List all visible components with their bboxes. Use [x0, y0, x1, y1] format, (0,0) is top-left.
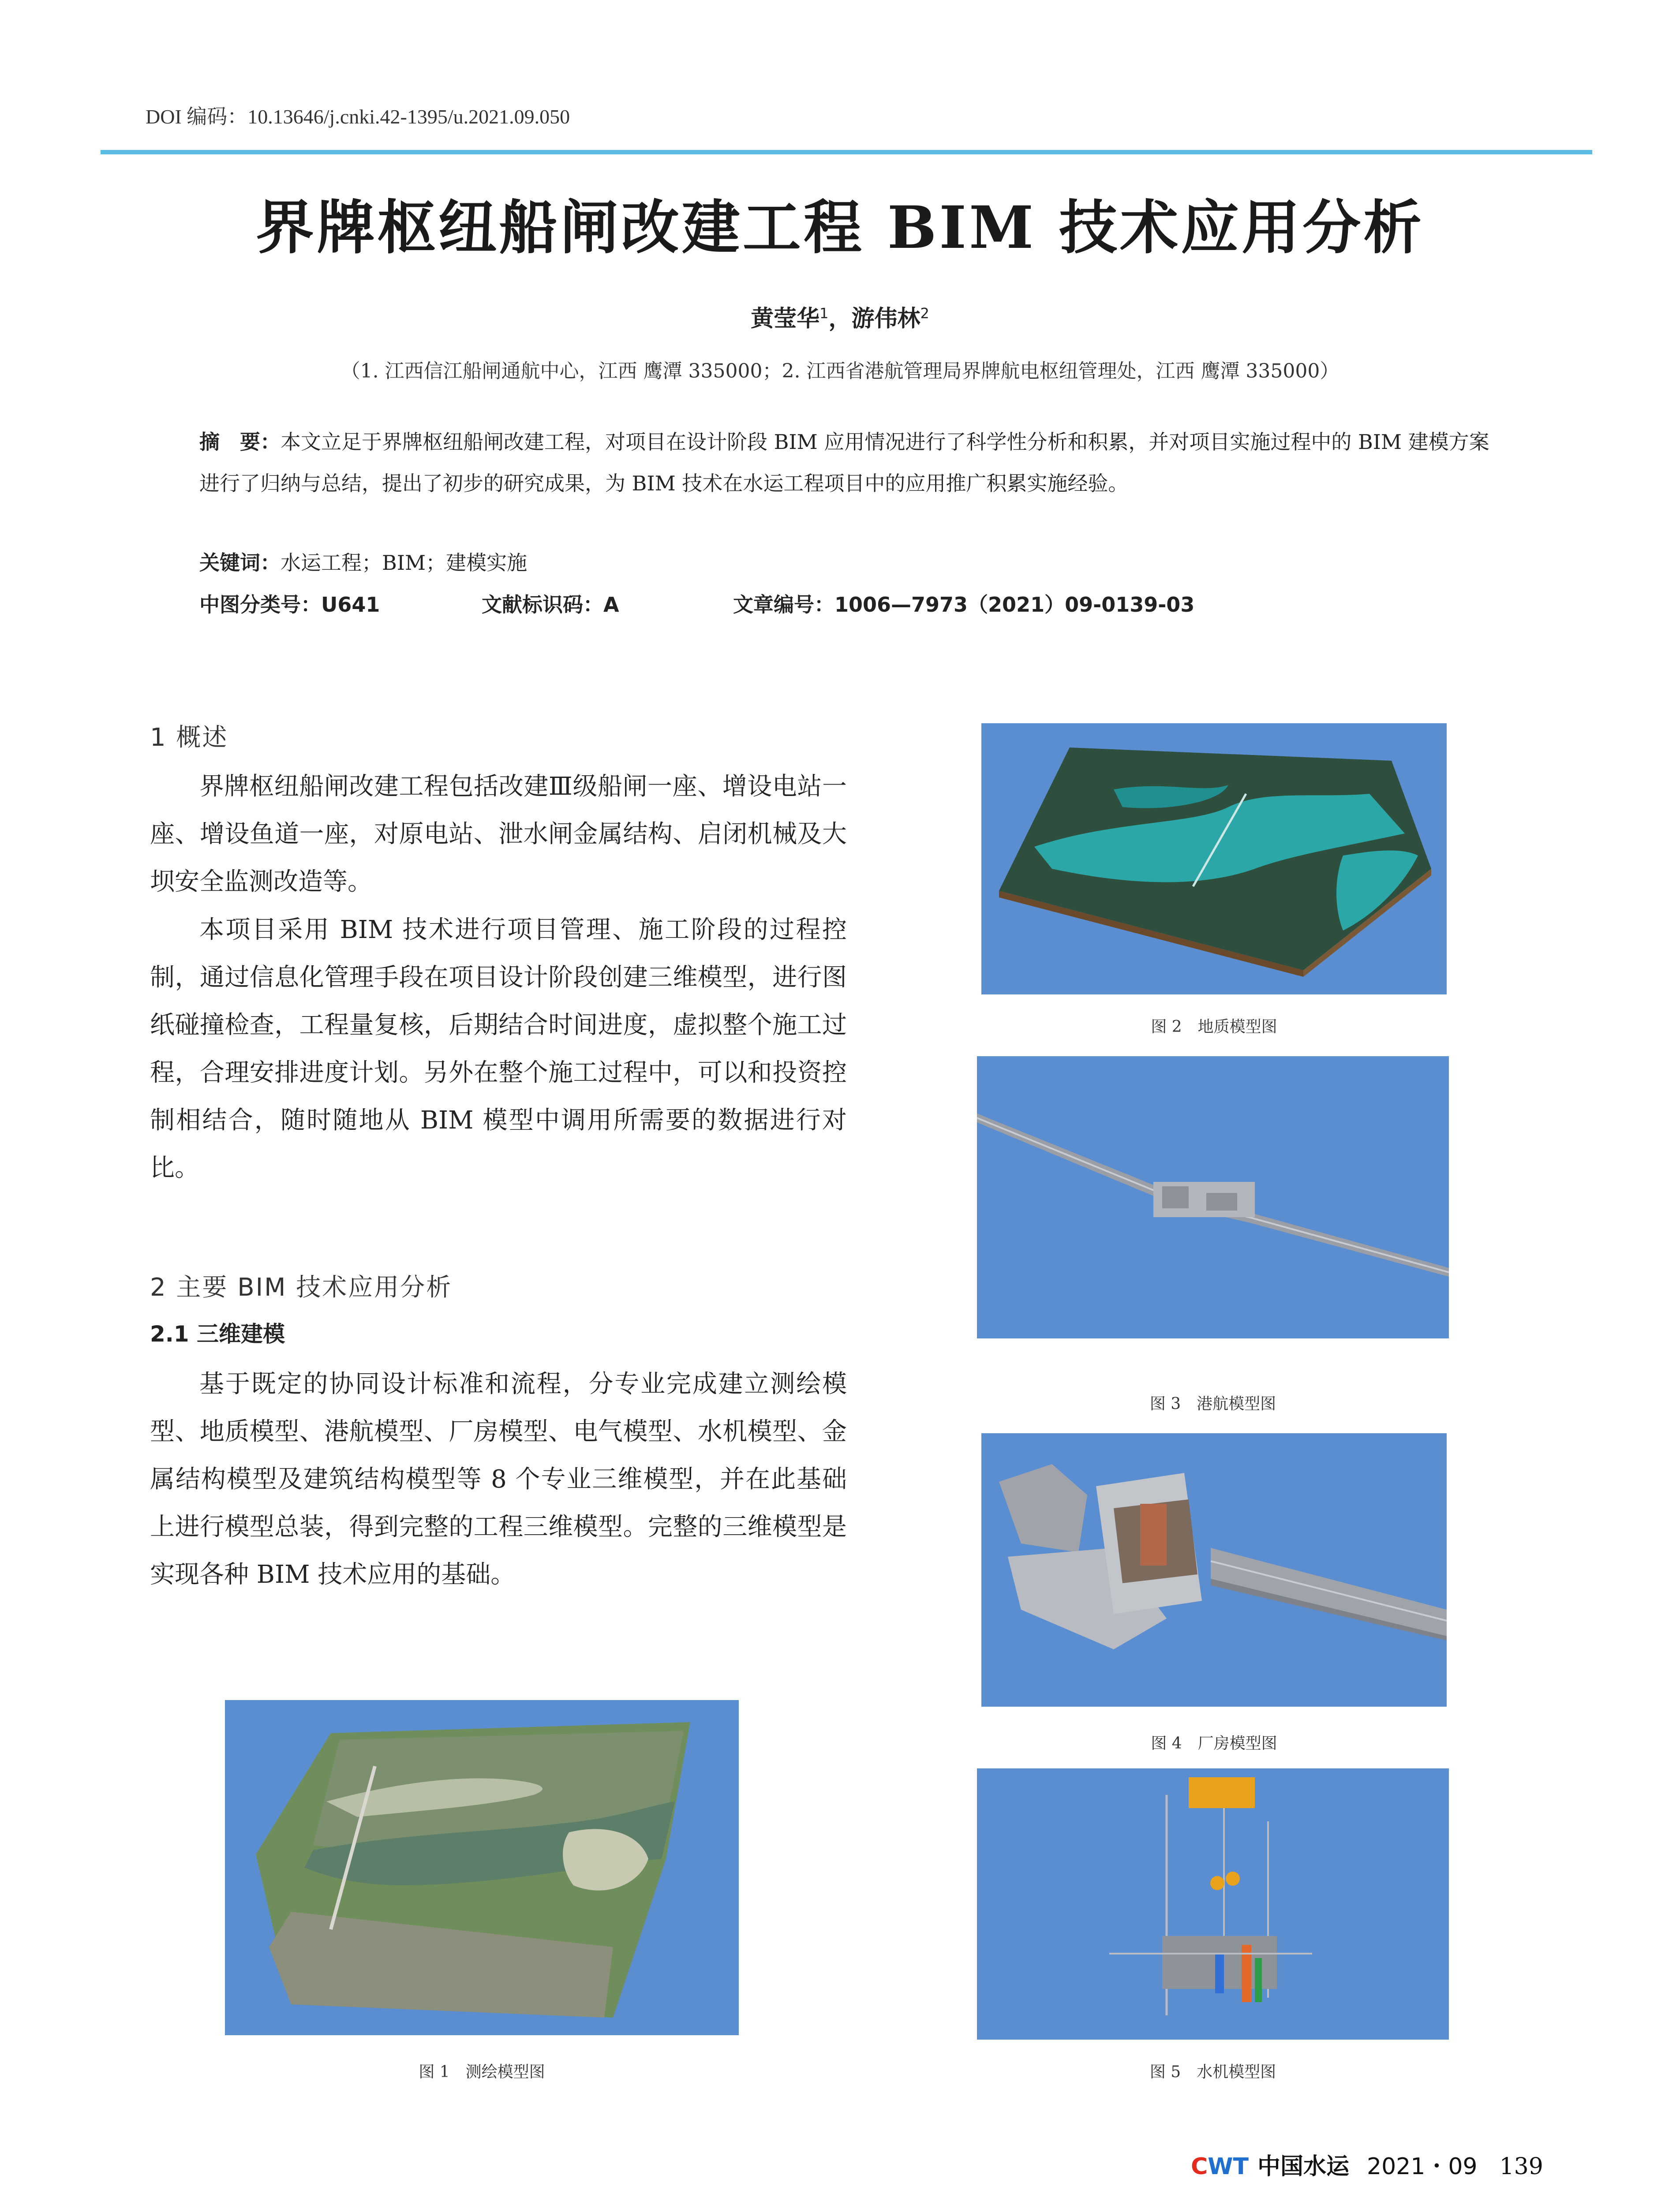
footer-brand-wt: WT	[1208, 2153, 1249, 2180]
article-number: 文章编号：1006—7973（2021）09-0139-03	[733, 593, 1195, 617]
keywords-text: 水运工程；BIM；建模实施	[281, 551, 528, 575]
figure-5-caption: 图 5 水机模型图	[1149, 2063, 1276, 2081]
abstract-label: 摘 要：	[199, 430, 281, 454]
figure-1-image	[225, 1700, 739, 2035]
page-footer	[1191, 2148, 1543, 2181]
footer-journal: 中国水运	[1257, 2153, 1350, 2180]
powerhouse-model-graphic	[981, 1433, 1447, 1707]
author-2-sup: 2	[920, 305, 929, 322]
author-separator: ，	[828, 306, 852, 332]
navigation-model-graphic	[977, 1056, 1449, 1338]
figure-3-image	[977, 1056, 1449, 1338]
class-number: 中图分类号：U641	[199, 593, 380, 617]
article-title: 界牌枢纽船闸改建工程 BIM 技术应用分析	[255, 194, 1425, 262]
section-1-title: 1 概述	[150, 723, 228, 752]
section-1-paragraph-2: 本项目采用 BIM 技术进行项目管理、施工阶段的过程控制，通过信息化管理手段在项目设计阶段创建三维模型，进行图纸碰撞检查，工程量复核，后期结合时间进度，虚拟整个施工过程，合理安排进度计划。另外在整个施工过程中，可以和投资控制相结合，随时随地从 BIM 模型中调用所需要的数据进行对比。	[150, 916, 847, 1182]
keywords-label: 关键词：	[199, 551, 281, 575]
author-1: 黄莹华	[751, 306, 820, 332]
author-1-sup: 1	[819, 305, 829, 322]
abstract-text: 本文立足于界牌枢纽船闸改建工程，对项目在设计阶段 BIM 应用情况进行了科学性分析和积累，并对项目实施过程中的 BIM 建模方案进行了归纳与总结，提出了初步的研究成果，为 BIM 技术在水运工程项目中的应用推广积累实施经验。	[199, 430, 1489, 495]
authors	[0, 300, 1680, 333]
page-number: 139	[1499, 2153, 1543, 2180]
author-2: 游伟林	[851, 306, 920, 332]
figure-2-caption: 图 2 地质模型图	[1151, 1018, 1277, 1036]
figure-5-image	[977, 1768, 1449, 2040]
figure-3-caption: 图 3 港航模型图	[1149, 1395, 1276, 1413]
footer-brand-c: C	[1191, 2153, 1208, 2180]
abstract	[199, 421, 1500, 504]
footer-issue: 2021・09	[1367, 2153, 1478, 2180]
figure-2-image	[981, 723, 1447, 994]
doi-line: DOI 编码：10.13646/j.cnki.42-1395/u.2021.09.050	[146, 105, 570, 128]
affiliation: （1. 江西信江船闸通航中心，江西 鹰潭 335000；2. 江西省港航管理局界牌航电枢纽管理处，江西 鹰潭 335000）	[340, 360, 1340, 382]
hydraulic-machinery-model-graphic	[977, 1768, 1449, 2040]
header-rule	[101, 150, 1592, 154]
section-2-title: 2 主要 BIM 技术应用分析	[150, 1273, 453, 1302]
figure-4-caption: 图 4 厂房模型图	[1151, 1734, 1277, 1753]
geology-model-graphic	[981, 723, 1447, 994]
document-code: 文献标识码：A	[482, 593, 619, 617]
figure-4-image	[981, 1433, 1447, 1707]
section-2-1-paragraph: 基于既定的协同设计标准和流程，分专业完成建立测绘模型、地质模型、港航模型、厂房模型、电气模型、水机模型、金属结构模型及建筑结构模型等 8 个专业三维模型，并在此基础上进行模型总装，得到完整的工程三维模型。完整的三维模型是实现各种 BIM 技术应用的基础。	[150, 1370, 847, 1589]
keywords	[199, 547, 527, 576]
section-1-paragraph-1: 界牌枢纽船闸改建工程包括改建Ⅲ级船闸一座、增设电站一座、增设鱼道一座，对原电站、泄水闸金属结构、启闭机械及大坝安全监测改造等。	[150, 772, 847, 896]
figure-1-caption: 图 1 测绘模型图	[419, 2063, 545, 2081]
section-2-1-title: 2.1 三维建模	[150, 1321, 285, 1347]
survey-model-graphic	[225, 1700, 739, 2035]
